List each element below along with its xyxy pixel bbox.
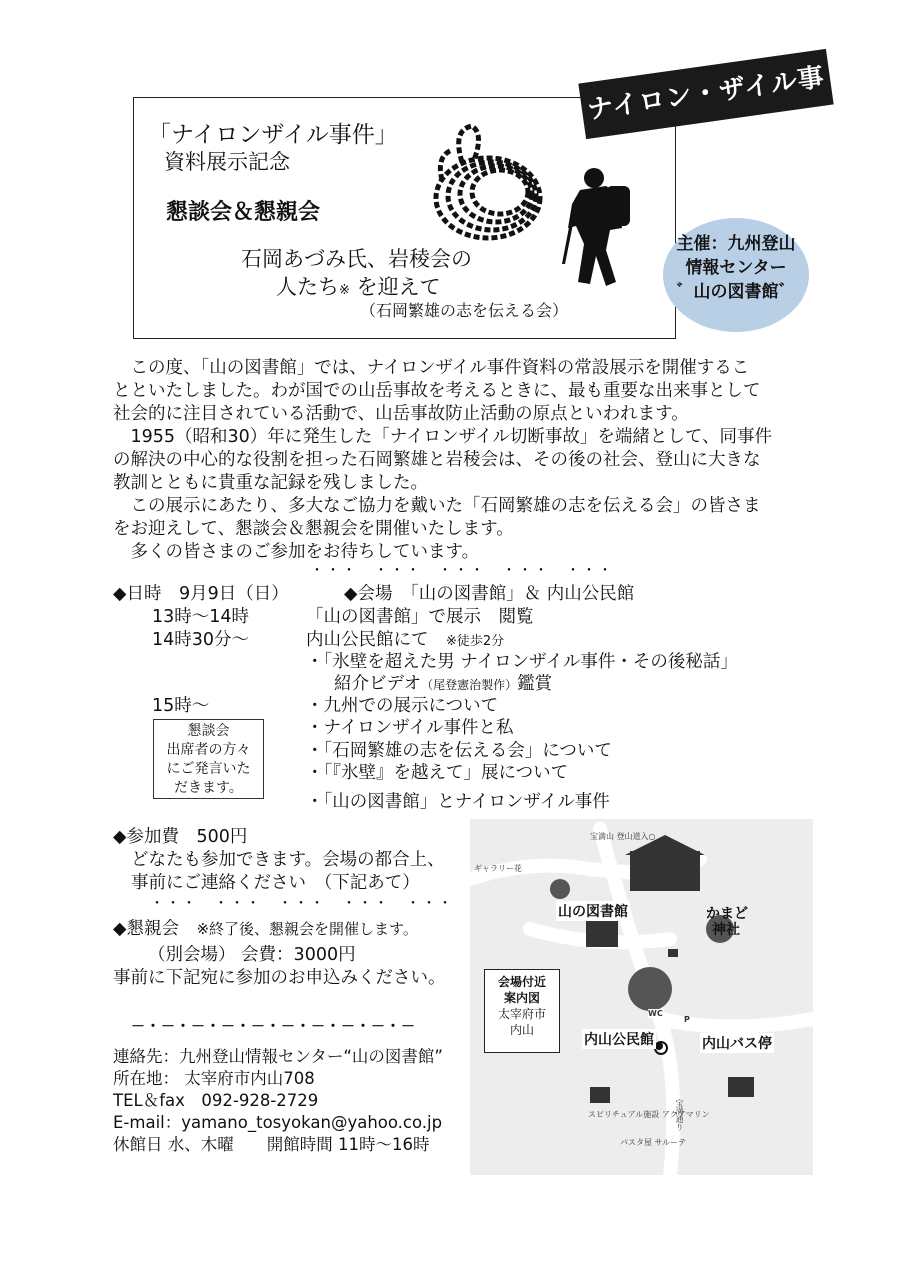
map-legend: 会場付近 案内図 太宰府市 内山 bbox=[484, 969, 560, 1053]
schedule-time-3: 15時～ bbox=[152, 696, 210, 716]
map-road-label: 宝満通り bbox=[675, 1099, 684, 1131]
schedule-venue: ◆会場 「山の図書館」＆ 内山公民館 bbox=[344, 584, 635, 604]
map-shrine-label-2: 神社 bbox=[712, 922, 740, 938]
map-community-hall-label: 内山公民館 bbox=[582, 1029, 656, 1049]
contact-phone: TEL＆fax 092-928-2729 bbox=[113, 1091, 319, 1110]
map-spiritual-label: スピリチュアル施設 アクアマリン bbox=[588, 1110, 710, 1119]
party-fee: （別会場） 会費：3000円 bbox=[148, 945, 356, 965]
party-instruction: 事前に下記宛に参加のお申込みください。 bbox=[113, 968, 446, 988]
contact-block bbox=[113, 1046, 443, 1156]
map-gallery-label: ギャラリー花 bbox=[474, 864, 522, 873]
map-parking-label: P bbox=[684, 1015, 690, 1024]
header-guests-line1: 石岡あづみ氏、岩稜会の bbox=[241, 247, 472, 271]
organizer-badge: 主催：九州登山 情報センター ゛山の図書館゛ bbox=[663, 218, 809, 332]
fee-line1: どなたも参加できます。会場の都合上、 bbox=[131, 850, 445, 870]
contact-email[interactable]: E-mail：yamano_tosyokan@yahoo.co.jp bbox=[113, 1113, 443, 1132]
map-library-label: 山の図書館 bbox=[556, 901, 630, 921]
rope-coil-icon bbox=[422, 120, 572, 250]
header-guests-line2: 人たち※ を迎えて bbox=[276, 275, 441, 299]
header-group-name: （石岡繁雄の志を伝える会） bbox=[360, 301, 569, 320]
fee-line2: 事前にご連絡ください （下記あて） bbox=[131, 873, 420, 893]
schedule-desc-2: 内山公民館にて ※徒歩2分 bbox=[306, 630, 505, 650]
map-bus-stop-label: 内山バス停 bbox=[700, 1033, 774, 1053]
map-wc-label: WC bbox=[648, 1009, 663, 1018]
climber-silhouette-icon bbox=[562, 164, 652, 294]
schedule-item-3: ・「石岡繁雄の志を伝える会」について bbox=[306, 741, 612, 761]
header-event-title: 懇談会＆懇親会 bbox=[166, 200, 321, 225]
schedule-date: ◆日時 9月9日（日） bbox=[113, 584, 289, 604]
map-trail-label: 宝満山 登山道入○ bbox=[590, 832, 656, 841]
contact-address: 所在地： 太宰府市内山708 bbox=[113, 1069, 315, 1088]
schedule-time-2: 14時30分～ bbox=[152, 630, 250, 650]
map-shrine-label-1: かまど bbox=[706, 906, 748, 922]
separator-dots: ・・・ ・・・ ・・・ ・・・ ・・・ bbox=[310, 563, 614, 579]
intro-paragraph: この度、「山の図書館」では、ナイロンザイル事件資料の常設展示を開催するこ とといたしました。わが国での山岳事故を考えるときに、最も重要な出来事として 社会的に注目されている活動で、山岳事故防止活動の原点といわれます。 1955（昭和30）年に発生した「ナイロンザイル切断事故」を端緒として、同事件 の解決の中心的な役割を担った石岡繁雄と岩稜会は、その後の社会、登山に大きな 教訓とともに貴重な記録を残しました。 この展示にあたり、多大なご協力を戴いた「石岡繁雄の志を伝える会」の皆さま をお迎えして、懇談会＆懇親会を開催いたします。 多くの皆さまのご参加をお待ちしています。 bbox=[113, 358, 773, 562]
schedule-desc-1: 「山の図書館」で展示 閲覧 bbox=[306, 607, 534, 627]
schedule-item-video: ・「氷壁を超えた男 ナイロンザイル事件・その後秘話」 bbox=[306, 652, 738, 672]
schedule-item-1: ・九州での展示について bbox=[306, 696, 499, 716]
venue-map bbox=[470, 819, 813, 1175]
contact-hours: 休館日 水、木曜 開館時間 11時～16時 bbox=[113, 1135, 430, 1154]
schedule-item-2: ・ナイロンザイル事件と私 bbox=[306, 718, 514, 738]
schedule-time-1: 13時～14時 bbox=[152, 607, 250, 627]
party-label: ◆懇親会 ※終了後、懇親会を開催します。 bbox=[113, 919, 418, 939]
event-banner: ナイロン・ザイル事件 bbox=[578, 49, 833, 139]
separator-dots-2: ・・・ ・・・ ・・・ ・・・ ・・・ bbox=[150, 896, 454, 912]
header-subtitle: 資料展示記念 bbox=[164, 150, 290, 174]
map-pasta-label: パスタ屋 サルーテ bbox=[620, 1138, 687, 1147]
dash-divider: －・－・－・－・－・－・－・－・－・－ bbox=[131, 1019, 416, 1035]
speakers-note-box: 懇談会 出席者の方々 にご発言いた だきます。 bbox=[153, 719, 264, 799]
contact-name: 連絡先：九州登山情報センター“山の図書館” bbox=[113, 1047, 443, 1066]
schedule-item-5: ・「山の図書館」とナイロンザイル事件 bbox=[306, 792, 610, 812]
fee-label: ◆参加費 500円 bbox=[113, 827, 248, 847]
schedule-item-video-credit: 紹介ビデオ（尾登憲治製作）鑑賞 bbox=[334, 674, 553, 694]
header-title: 「ナイロンザイル事件」 bbox=[148, 122, 398, 148]
schedule-item-4: ・「『氷壁』を越えて」展について bbox=[306, 763, 569, 783]
